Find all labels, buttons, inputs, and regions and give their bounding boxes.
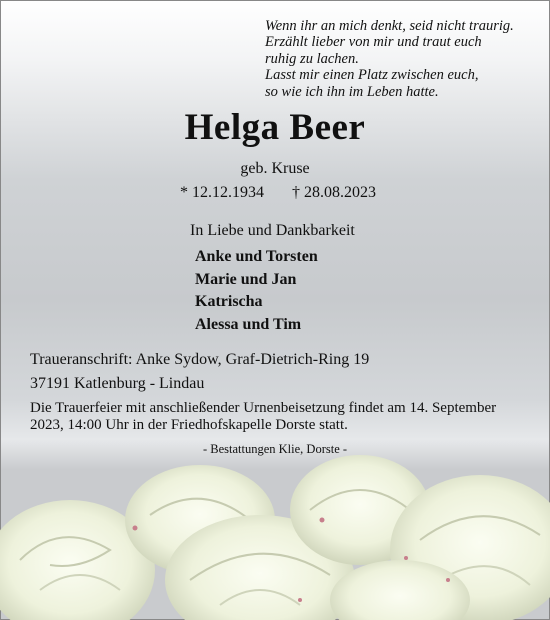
poem-line: so wie ich ihn im Leben hatte. [265, 83, 439, 100]
ceremony-text: Die Trauerfeier mit anschließender Urnenbeisetzung findet am 14. September 2023, 14:00 Uhr in der Friedhofskapelle Dorste statt. [30, 400, 497, 433]
mourner-name: Katrischa [195, 293, 263, 310]
mourner-name: Marie und Jan [195, 270, 297, 288]
white-roses-image [0, 440, 550, 620]
mourner-name: Alessa und Tim [195, 315, 302, 333]
poem-line: Erzählt lieber von mir und traut euch [265, 34, 482, 51]
poem [265, 18, 514, 100]
birth-name: geb. Kruse [240, 160, 310, 177]
death-date: † 28.08.2023 [292, 184, 376, 201]
mourners-intro: In Liebe und Dankbarkeit [190, 222, 355, 239]
poem-line: ruhig zu lachen. [265, 50, 359, 67]
mourning-address [30, 348, 369, 396]
address-line: Traueranschrift: Anke Sydow, Graf-Dietrich-Ring 19 [30, 351, 370, 368]
deceased-name: Helga Beer [184, 107, 366, 148]
funeral-home: - Bestattungen Klie, Dorste - [202, 442, 348, 456]
birth-date: * 12.12.1934 [180, 184, 264, 201]
mourners-list [195, 246, 318, 336]
poem-line: Wenn ihr an mich denkt, seid nicht traurig. [265, 18, 514, 34]
life-dates [180, 184, 376, 202]
poem-line: Lasst mir einen Platz zwischen euch, [265, 67, 479, 84]
mourner-name: Anke und Torsten [195, 248, 318, 265]
address-line: 37191 Katlenburg - Lindau [30, 375, 205, 392]
